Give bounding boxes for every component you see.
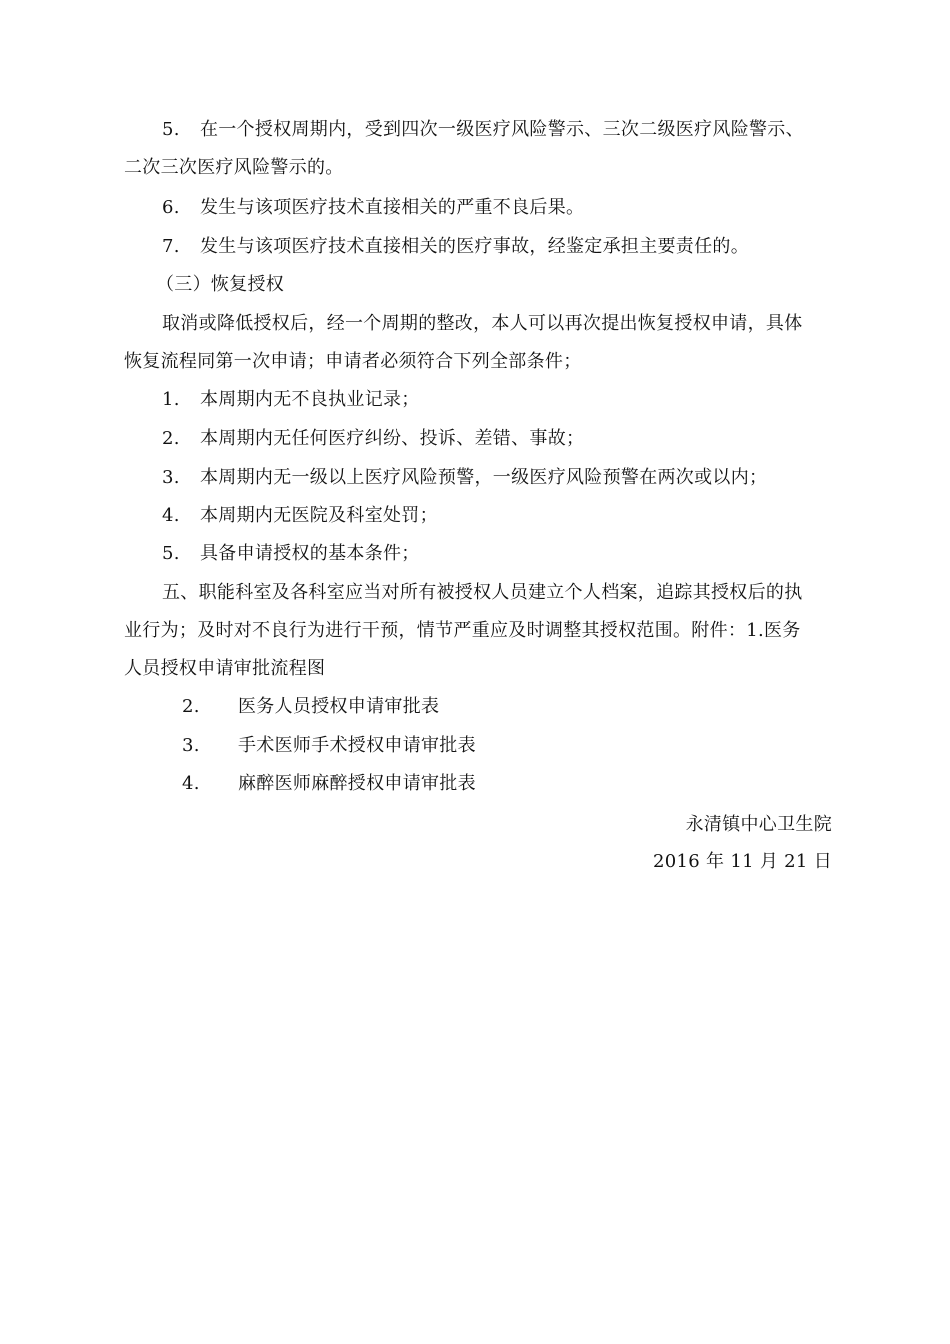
signature-date: 2016 年 11 月 21 日 — [652, 851, 832, 872]
attachment-text: 麻醉医师麻醉授权申请审批表 — [238, 773, 476, 794]
item-text: 在一个授权周期内，受到四次一级医疗风险警示、三次二级医疗风险警示、 — [200, 119, 804, 140]
item-number: 6. — [162, 197, 180, 218]
restore-paragraph-line-1: 取消或降低授权后，经一个周期的整改，本人可以再次提出恢复授权申请，具体 — [162, 313, 803, 334]
condition-text: 本周期内无任何医疗纠纷、投诉、差错、事故； — [200, 428, 585, 449]
item-text: 发生与该项医疗技术直接相关的严重不良后果。 — [200, 197, 585, 218]
signature-organization: 永清镇中心卫生院 — [685, 814, 832, 835]
condition-1 — [162, 388, 420, 412]
condition-number: 5. — [162, 543, 180, 564]
condition-text: 具备申请授权的基本条件； — [200, 543, 420, 564]
attachment-number: 2. — [182, 696, 200, 717]
attachment-3 — [182, 734, 476, 758]
condition-number: 4. — [162, 505, 180, 526]
condition-text: 本周期内无不良执业记录； — [200, 389, 420, 410]
item-5 — [162, 118, 804, 142]
attachment-4 — [182, 772, 476, 796]
item-6 — [162, 196, 584, 220]
condition-5 — [162, 542, 420, 566]
condition-2 — [162, 427, 584, 451]
condition-text: 本周期内无医院及科室处罚； — [200, 505, 438, 526]
attachment-2 — [182, 695, 439, 719]
condition-number: 1. — [162, 389, 180, 410]
restore-paragraph-line-2: 恢复流程同第一次申请；申请者必须符合下列全部条件； — [124, 351, 582, 372]
condition-3 — [162, 466, 767, 490]
condition-number: 2. — [162, 428, 180, 449]
condition-number: 3. — [162, 467, 180, 488]
attachment-number: 3. — [182, 735, 200, 756]
paragraph-five-line-3: 人员授权申请审批流程图 — [124, 658, 326, 679]
condition-4 — [162, 504, 438, 528]
condition-text: 本周期内无一级以上医疗风险预警，一级医疗风险预警在两次或以内； — [200, 467, 768, 488]
attachment-text: 手术医师手术授权申请审批表 — [238, 735, 476, 756]
item-number: 7. — [162, 236, 180, 257]
section-heading: （三）恢复授权 — [156, 274, 285, 295]
item-5-continuation: 二次三次医疗风险警示的。 — [124, 157, 344, 178]
attachment-text: 医务人员授权申请审批表 — [238, 696, 440, 717]
paragraph-five-line-1: 五、职能科室及各科室应当对所有被授权人员建立个人档案，追踪其授权后的执 — [162, 582, 803, 603]
item-number: 5. — [162, 119, 180, 140]
attachment-number: 4. — [182, 773, 200, 794]
item-7 — [162, 235, 749, 259]
paragraph-five-line-2: 业行为；及时对不良行为进行干预，情节严重应及时调整其授权范围。附件：1.医务 — [124, 620, 801, 641]
item-text: 发生与该项医疗技术直接相关的医疗事故，经鉴定承担主要责任的。 — [200, 236, 749, 257]
